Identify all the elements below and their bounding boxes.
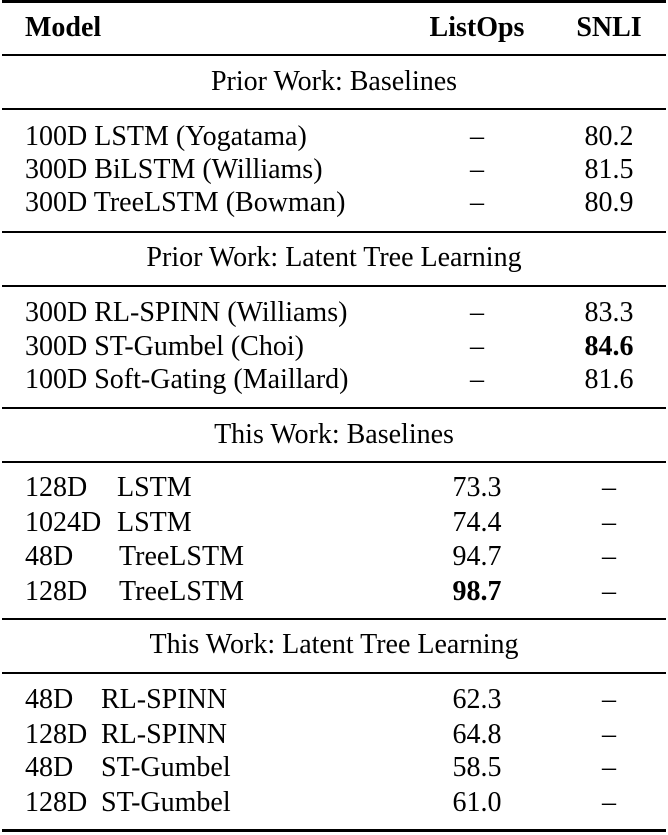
snli-cell: 80.9	[584, 187, 634, 218]
section-rule	[2, 108, 666, 110]
model-cell: 100D LSTM (Yogatama)	[25, 121, 307, 152]
section-title: This Work: Baselines	[214, 419, 454, 450]
section-rule	[2, 285, 666, 287]
model-arch: LSTM	[117, 472, 192, 503]
listops-cell: –	[470, 331, 484, 362]
listops-cell: 73.3	[452, 472, 502, 503]
snli-cell: 83.3	[584, 297, 634, 328]
model-cell: 300D ST-Gumbel (Choi)	[25, 331, 304, 362]
model-cell: 100D Soft-Gating (Maillard)	[25, 364, 349, 395]
section-rule	[2, 672, 666, 674]
header-snli: SNLI	[576, 12, 642, 43]
header-listops: ListOps	[429, 12, 525, 43]
model-arch: TreeLSTM	[119, 541, 244, 572]
listops-cell: 94.7	[452, 541, 502, 572]
snli-cell: –	[602, 541, 616, 572]
section-rule	[2, 461, 666, 463]
listops-cell: –	[470, 154, 484, 185]
model-dim: 128D	[25, 719, 88, 750]
model-dim: 48D	[25, 752, 74, 783]
snli-cell: 81.5	[584, 154, 634, 185]
listops-cell: 74.4	[452, 507, 502, 538]
snli-cell: –	[602, 719, 616, 750]
snli-cell: –	[602, 472, 616, 503]
model-dim: 128D	[25, 472, 88, 503]
snli-cell: 81.6	[584, 364, 634, 395]
listops-cell: 58.5	[452, 752, 502, 783]
model-arch: ST-Gumbel	[101, 787, 231, 818]
model-dim: 128D	[25, 787, 88, 818]
snli-cell: –	[602, 507, 616, 538]
snli-cell: –	[602, 787, 616, 818]
model-arch: LSTM	[117, 507, 192, 538]
section-title: Prior Work: Baselines	[210, 66, 458, 97]
model-cell: 300D RL-SPINN (Williams)	[25, 297, 348, 328]
listops-cell: –	[470, 297, 484, 328]
header-model: Model	[25, 12, 102, 43]
snli-cell: 80.2	[584, 121, 634, 152]
listops-cell: –	[470, 187, 484, 218]
snli-cell: –	[602, 684, 616, 715]
model-arch: RL-SPINN	[101, 684, 228, 715]
model-dim: 48D	[25, 541, 74, 572]
model-dim: 128D	[25, 576, 88, 607]
listops-cell-best: 98.7	[452, 576, 502, 607]
listops-cell: –	[470, 121, 484, 152]
section-rule	[2, 618, 666, 620]
snli-cell: –	[602, 752, 616, 783]
snli-cell-best: 84.6	[584, 331, 634, 362]
listops-cell: 64.8	[452, 719, 502, 750]
model-arch: ST-Gumbel	[101, 752, 231, 783]
listops-cell: 61.0	[452, 787, 502, 818]
model-dim: 48D	[25, 684, 74, 715]
header-rule	[2, 54, 666, 56]
model-cell: 300D BiLSTM (Williams)	[25, 154, 323, 185]
listops-cell: 62.3	[452, 684, 502, 715]
model-arch: TreeLSTM	[119, 576, 244, 607]
section-rule	[2, 407, 666, 409]
listops-cell: –	[470, 364, 484, 395]
section-title: Prior Work: Latent Tree Learning	[146, 242, 522, 273]
section-rule	[2, 231, 666, 233]
bottom-rule	[2, 829, 666, 832]
model-arch: RL-SPINN	[101, 719, 228, 750]
section-title: This Work: Latent Tree Learning	[149, 629, 519, 660]
top-rule	[2, 0, 666, 3]
snli-cell: –	[602, 576, 616, 607]
model-cell: 300D TreeLSTM (Bowman)	[25, 187, 346, 218]
model-dim: 1024D	[25, 507, 102, 538]
